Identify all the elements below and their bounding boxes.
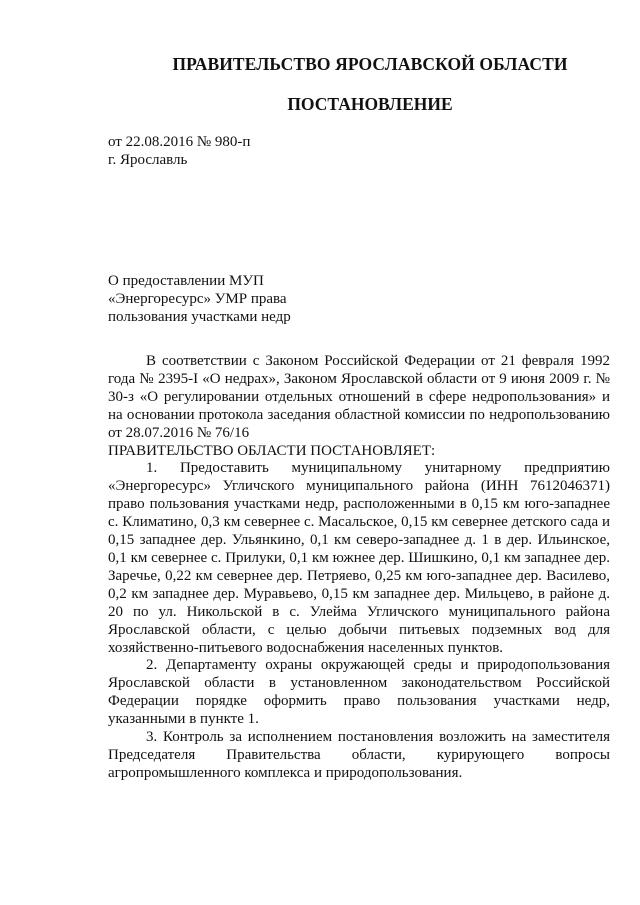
government-title: ПРАВИТЕЛЬСТВО ЯРОСЛАВСКОЙ ОБЛАСТИ bbox=[172, 54, 568, 74]
preamble-paragraph: В соответствии с Законом Российской Федерации от 21 февраля 1992 года № 2395-I «О недрах», Законом Ярославской области от 9 июня 2009 г. № 30-з «О регулировании отдельных отношений в сфере недропользования» и на основании протокола заседания областной комиссии по недропользованию от 28.07.2016 № 76/16 bbox=[108, 353, 610, 441]
subject-line: О предоставлении МУП bbox=[108, 273, 264, 289]
document-type-heading: ПОСТАНОВЛЕНИЕ bbox=[287, 94, 453, 114]
resolves-line: ПРАВИТЕЛЬСТВО ОБЛАСТИ ПОСТАНОВЛЯЕТ: bbox=[108, 442, 436, 459]
item-1-paragraph: 1. Предоставить муниципальному унитарному предприятию «Энергоресурс» Угличского муниципального района (ИНН 7612046371) право пользования участками недр, расположенными в 0,15 км юго-западнее с. Климатино, 0,3 км севернее с. Масальское, 0,15 км севернее детского сада и 0,15 западнее дер. Ульянкино, 0,1 км северо-западнее д. 1 в дер. Ильинское, 0,1 км севернее с. Прилуки, 0,1 км южнее дер. Шишкино, 0,1 км западнее дер. Заречье, 0,22 км севернее дер. Петряево, 0,25 км юго-западнее дер. Василево, 0,2 км западнее дер. Муравьево, 0,15 км западнее дер. Мильцево, в районе д. 20 по ул. Никольской в с. Улейма Угличского муниципального района Ярославской области, с целью добычи питьевых подземных вод для хозяйственно-питьевого водоснабжения населенных пунктов. bbox=[108, 460, 610, 656]
item-2-paragraph: 2. Департаменту охраны окружающей среды и природопользования Ярославской области в установленном законодательством Российской Федерации порядке оформить право пользования участками недр, указанными в пункте 1. bbox=[108, 657, 610, 728]
document-body bbox=[108, 353, 610, 783]
subject-line: «Энергоресурс» УМР права bbox=[108, 291, 287, 307]
item-3-paragraph: 3. Контроль за исполнением постановления возложить на заместителя Председателя Правительства области, курирующего вопросы bbox=[108, 729, 610, 763]
item-3-continuation: агропромышленного комплекса и природопользования. bbox=[108, 764, 463, 781]
subject-line: пользования участками недр bbox=[108, 309, 291, 325]
document-meta bbox=[108, 133, 250, 169]
city: г. Ярославль bbox=[108, 152, 188, 168]
document-subject bbox=[108, 272, 291, 326]
date-number: от 22.08.2016 № 980-п bbox=[108, 134, 251, 150]
